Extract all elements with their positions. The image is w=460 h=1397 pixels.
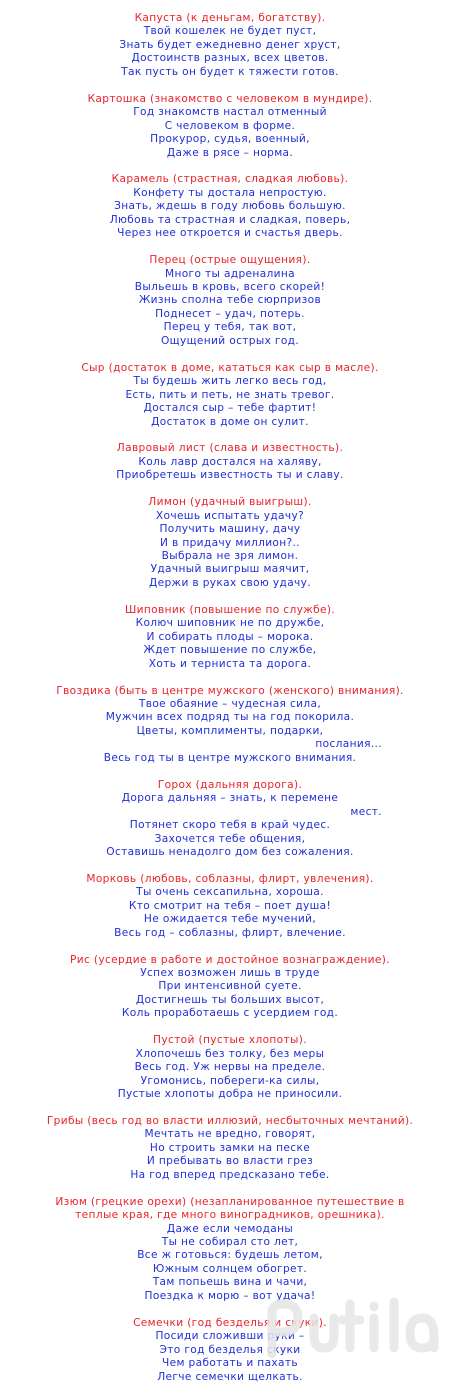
stanza-line: Твой кошелек не будет пуст, xyxy=(143,25,317,38)
stanza-line: Достоинств разных, всех цветов. xyxy=(131,52,329,65)
stanza-line: Так пусть он будет к тяжести готов. xyxy=(121,65,339,78)
stanza xyxy=(0,1115,460,1182)
stanza xyxy=(0,254,460,348)
stanza-line: Хлопочешь без толку, без меры xyxy=(135,1047,325,1060)
stanza-line: Там попьешь вина и чачи, xyxy=(152,1276,308,1289)
stanza xyxy=(0,779,460,860)
stanza-line: Твое обаяние – чудесная сила, xyxy=(138,697,322,710)
stanza-line: Мужчин всех подряд ты на год покорила. xyxy=(105,711,355,724)
stanza-line: Хоть и терниста та дорога. xyxy=(148,657,312,670)
stanza-line: На год вперед предсказано тебе. xyxy=(130,1168,330,1181)
stanza-line: Коль лавр достался на халяву, xyxy=(138,455,322,468)
stanza-line: Захочется тебе общения, xyxy=(154,832,306,845)
stanza-line: Весь год ты в центре мужского внимания. xyxy=(103,751,357,764)
stanza-line: Знать будет ежедневно денег хруст, xyxy=(119,38,341,51)
stanza xyxy=(0,12,460,79)
stanza-line: Удачный выигрыш маячит, xyxy=(150,563,310,576)
stanza-line: Есть, пить и петь, не знать тревог. xyxy=(125,388,335,401)
stanza-title: Рис (усердие в работе и достойное вознаграждение). xyxy=(70,953,390,966)
stanza-line: Получить машину, дачу xyxy=(159,523,301,536)
stanza-line: Дорога дальняя – знать, к перемене xyxy=(121,792,339,805)
stanza-line: Знать, ждешь в году любовь большую. xyxy=(114,200,346,213)
stanza-line: Успех возможен лишь в труде xyxy=(140,967,320,979)
stanza-line: Прокурор, судья, военный, xyxy=(150,133,310,146)
stanza xyxy=(0,1317,460,1384)
stanza xyxy=(0,1196,460,1304)
stanza-line: Коль проработаешь с усердием год. xyxy=(121,1007,339,1020)
stanza-line: Жизнь сполна тебе сюрпризов xyxy=(138,294,322,307)
stanza xyxy=(0,685,460,766)
stanza-line: При интенсивной суете. xyxy=(158,980,302,993)
stanza-line: Много ты адреналина xyxy=(164,267,296,280)
stanza-line: Оставишь ненадолго дом без сожаления. xyxy=(106,845,354,858)
stanza-line: Цветы, комплименты, подарки, xyxy=(136,724,324,737)
stanza-line: Через нее откроется и счастья дверь. xyxy=(117,227,343,240)
stanza-line: Держи в руках свою удачу. xyxy=(148,576,311,589)
stanza-line: Легче семечки щелкать. xyxy=(157,1370,303,1383)
stanza xyxy=(0,954,460,1021)
stanza-line: Но строить замки на песке xyxy=(149,1141,311,1154)
stanza xyxy=(0,173,460,240)
stanza-line: Весь год – соблазны, флирт, влечение. xyxy=(114,926,346,939)
stanza-line: Приобретешь известность ты и славу. xyxy=(116,469,344,482)
stanza-title: Картошка (знакомство с человеком в мундире). xyxy=(87,92,373,105)
stanza-title: Семечки (год безделья и скуки). xyxy=(133,1316,327,1329)
stanza xyxy=(0,442,460,482)
stanza-line: Пустые хлопоты добра не приносили. xyxy=(117,1088,343,1101)
stanza-line: Любовь та страстная и сладкая, поверь, xyxy=(109,213,351,226)
stanza-line: И собирать плоды – морока. xyxy=(146,630,314,643)
stanza-line: Поднесет – удач, потерь. xyxy=(155,307,305,320)
stanza-title: Перец (острые ощущения). xyxy=(149,254,311,267)
stanza-line: мест. xyxy=(350,805,382,818)
stanza-line: Чем работать и пахать xyxy=(161,1357,298,1370)
stanza-line: Год знакомств настал отменный xyxy=(133,106,327,119)
stanza xyxy=(0,93,460,160)
stanza-line: Ты не собирал сто лет, xyxy=(161,1236,299,1249)
stanza-line: Посиди сложивши руки – xyxy=(155,1330,305,1343)
stanza xyxy=(0,362,460,429)
stanza-line: послания... xyxy=(315,738,382,751)
stanza-title: Лавровый лист (слава и известность). xyxy=(116,442,344,455)
stanza-line: Ты будешь жить легко весь год, xyxy=(133,375,327,388)
stanza-line: Кто смотрит на тебя – поет душа! xyxy=(128,899,332,912)
stanza xyxy=(0,873,460,940)
stanza-title: Карамель (страстная, сладкая любовь). xyxy=(111,173,349,186)
stanza-line: Мечтать не вредно, говорят, xyxy=(144,1128,316,1141)
stanza-line: Достигнешь ты больших высот, xyxy=(135,993,325,1006)
stanza-title: Грибы (весь год во власти иллюзий, несбыточных мечтаний). xyxy=(46,1114,414,1127)
stanza-line: Ждет повышение по службе, xyxy=(143,644,317,657)
stanza-line: Все ж готовься: будешь летом, xyxy=(137,1249,323,1262)
stanza-title: Изюм (грецкие орехи) (незапланированное путешествие в теплые края, где много виноградников, орешника). xyxy=(55,1195,405,1222)
stanza xyxy=(0,496,460,590)
stanza-line: Потянет скоро тебя в край чудес. xyxy=(129,819,331,832)
stanza-line: Ты очень сексапильна, хороша. xyxy=(136,886,324,899)
stanza-line: И пребывать во власти грез xyxy=(146,1155,314,1168)
stanza-line: Перец у тебя, так вот, xyxy=(163,321,297,334)
stanza-line: Поездка к морю – вот удача! xyxy=(144,1289,316,1302)
stanza-line: Достался сыр – тебе фартит! xyxy=(143,402,317,415)
stanza-line: Ощущений острых год. xyxy=(160,334,300,347)
stanza-title: Морковь (любовь, соблазны, флирт, увлечения). xyxy=(86,872,374,885)
stanza-line: Выбрала не зря лимон. xyxy=(161,550,299,563)
stanza-line: Южным солнцем обогрет. xyxy=(152,1262,308,1275)
stanza-line: Это год безделья скуки xyxy=(159,1343,301,1356)
stanza-title: Шиповник (повышение по службе). xyxy=(124,603,336,616)
stanza-line: Не ожидается тебе мучений, xyxy=(143,913,317,926)
stanza-line: Колюч шиповник не по дружбе, xyxy=(135,617,325,630)
stanza-title: Лимон (удачный выигрыш). xyxy=(148,496,312,509)
stanza-title: Капуста (к деньгам, богатству). xyxy=(134,12,326,24)
stanza-line: И в придачу миллион?.. xyxy=(160,536,300,549)
stanza-line: Выльешь в кровь, всего скорей! xyxy=(134,281,326,294)
stanza-line: С человеком в форме. xyxy=(164,119,296,132)
stanza-line: Угомонись, побереги-ка силы, xyxy=(140,1074,320,1087)
stanza-title: Пустой (пустые хлопоты). xyxy=(153,1034,307,1047)
stanza-line: Достаток в доме он сулит. xyxy=(151,415,309,428)
stanza xyxy=(0,604,460,671)
stanza-title: Горох (дальняя дорога). xyxy=(157,778,303,791)
stanza-line: Конфету ты достала непростую. xyxy=(133,186,327,199)
stanza-title: Сыр (достаток в доме, кататься как сыр в масле). xyxy=(81,361,379,374)
stanza xyxy=(0,1034,460,1101)
stanza-line: Весь год. Уж нервы на пределе. xyxy=(134,1061,326,1074)
stanza-line: Даже если чемоданы xyxy=(166,1222,294,1235)
stanza-title: Гвоздика (быть в центре мужского (женского) внимания). xyxy=(56,684,404,697)
stanza-line: Даже в рясе – норма. xyxy=(166,146,294,159)
stanza-line: Хочешь испытать удачу? xyxy=(155,509,305,522)
